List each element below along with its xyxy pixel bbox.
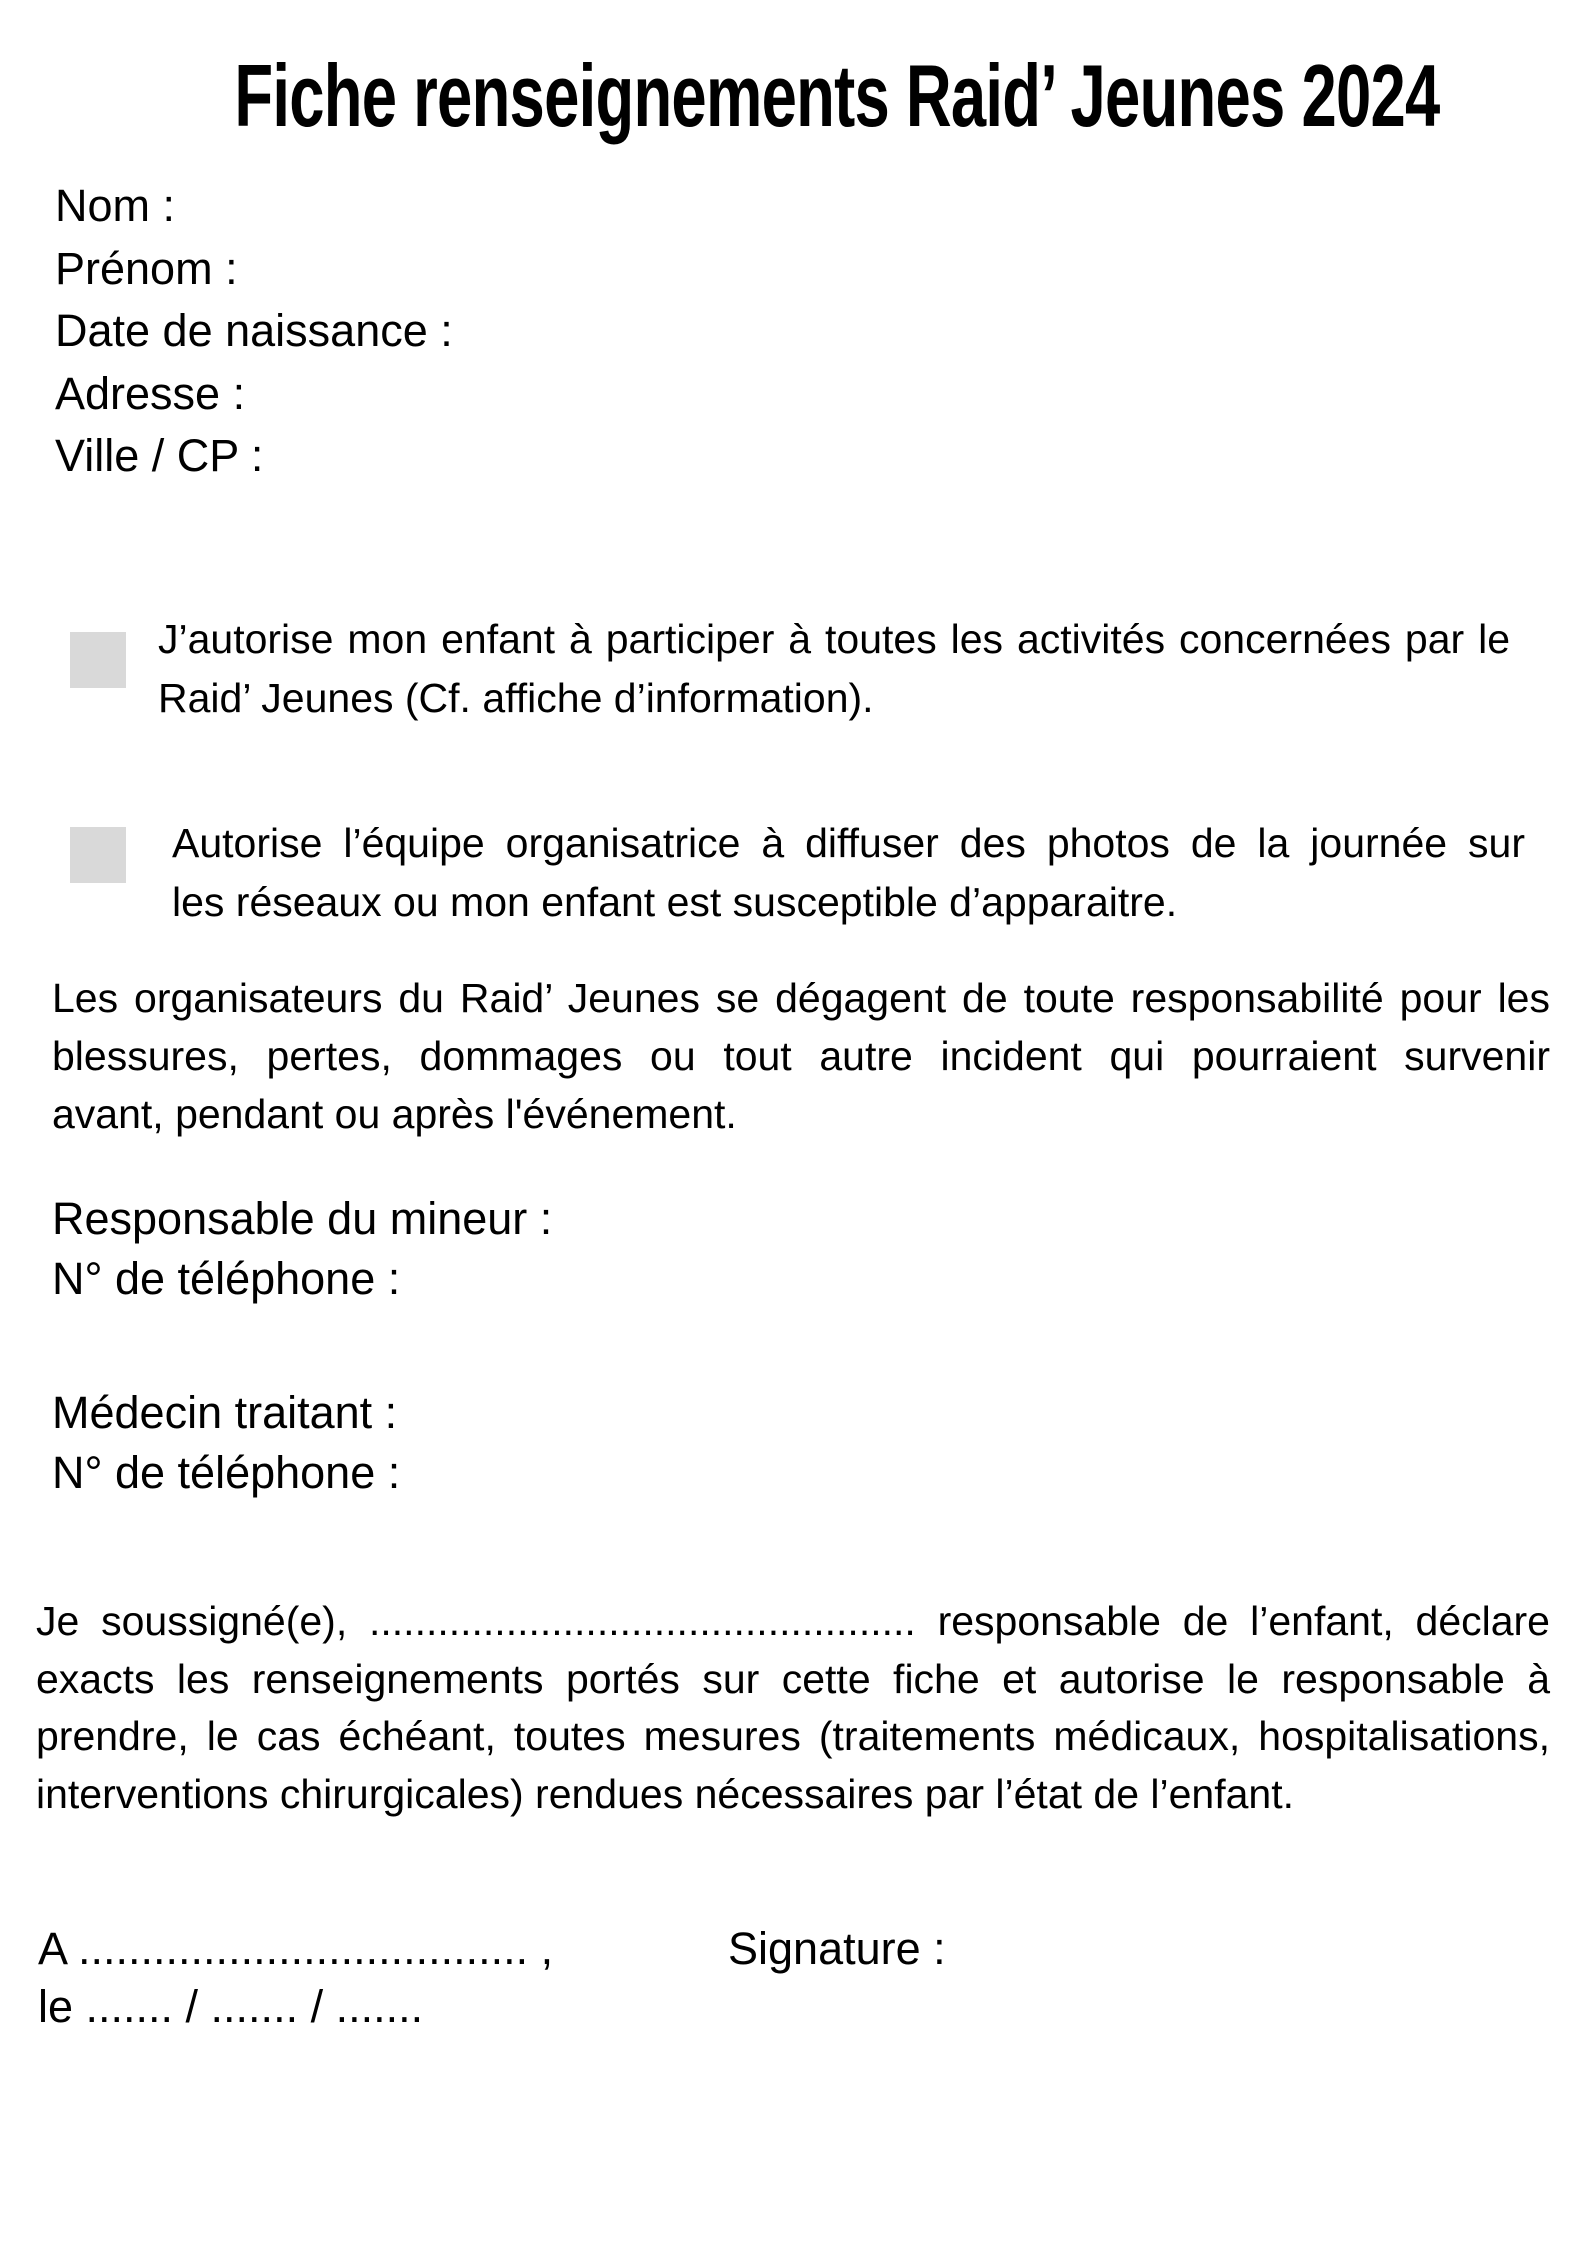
medecin-block — [52, 1383, 400, 1503]
disclaimer-line-2: blessures, pertes, dommages ou tout autre incident qui pourraient survenir — [52, 1033, 1550, 1079]
form-title-text: Fiche renseignements Raid’ Jeunes 2024 — [234, 46, 1440, 145]
field-prenom-label: Prénom : — [55, 242, 238, 294]
responsable-block — [52, 1189, 552, 1309]
responsable-phone-label: N° de téléphone : — [52, 1253, 401, 1304]
field-date-naissance-label: Date de naissance : — [55, 305, 453, 356]
place-line: A .................................... , — [38, 1923, 554, 1974]
declaration-line-3: prendre, le cas échéant, toutes mesures (traitements médicaux, hospitalisations, — [36, 1713, 1550, 1759]
place-date-block — [38, 1920, 553, 2036]
responsable-label: Responsable du mineur : — [52, 1193, 553, 1244]
checkbox-activities[interactable] — [70, 632, 126, 688]
field-nom-label: Nom : — [55, 180, 176, 231]
consent-activities-text — [158, 610, 1510, 727]
consent-activities-line-1: J’autorise mon enfant à participer à toutes les activités concernées par le — [158, 616, 1510, 662]
consent-photos-text — [172, 814, 1525, 931]
liability-disclaimer — [52, 969, 1550, 1143]
consent-photos-line-2: les réseaux ou mon enfant est susceptible d’apparaitre. — [172, 878, 1178, 925]
declaration-line-4: interventions chirurgicales) rendues nécessaires par l’état de l’enfant. — [36, 1770, 1295, 1817]
consent-activities-line-2: Raid’ Jeunes (Cf. affiche d’information). — [158, 674, 874, 721]
declaration-line-2: exacts les renseignements portés sur cette fiche et autorise le responsable à — [36, 1655, 1550, 1702]
identity-fields — [55, 175, 453, 488]
checkbox-photos[interactable] — [70, 827, 126, 883]
date-line: le ....... / ....... / ....... — [38, 1981, 424, 2032]
disclaimer-line-1: Les organisateurs du Raid’ Jeunes se dégagent de toute responsabilité pour les — [52, 975, 1550, 1021]
signature-label: Signature : — [728, 1923, 946, 1974]
declaration-line-1: Je soussigné(e), ................................................ responsable de l’enfant, déclare — [36, 1598, 1550, 1644]
medecin-label: Médecin traitant : — [52, 1387, 398, 1438]
form-title — [0, 46, 1587, 146]
declaration-paragraph — [36, 1593, 1550, 1823]
disclaimer-line-3: avant, pendant ou après l'événement. — [52, 1091, 737, 1137]
field-adresse-label: Adresse : — [55, 367, 246, 419]
medecin-phone-label: N° de téléphone : — [52, 1447, 401, 1498]
field-ville-cp-label: Ville / CP : — [55, 430, 264, 481]
consent-photos-line-1: Autorise l’équipe organisatrice à diffuser des photos de la journée sur — [172, 820, 1525, 866]
